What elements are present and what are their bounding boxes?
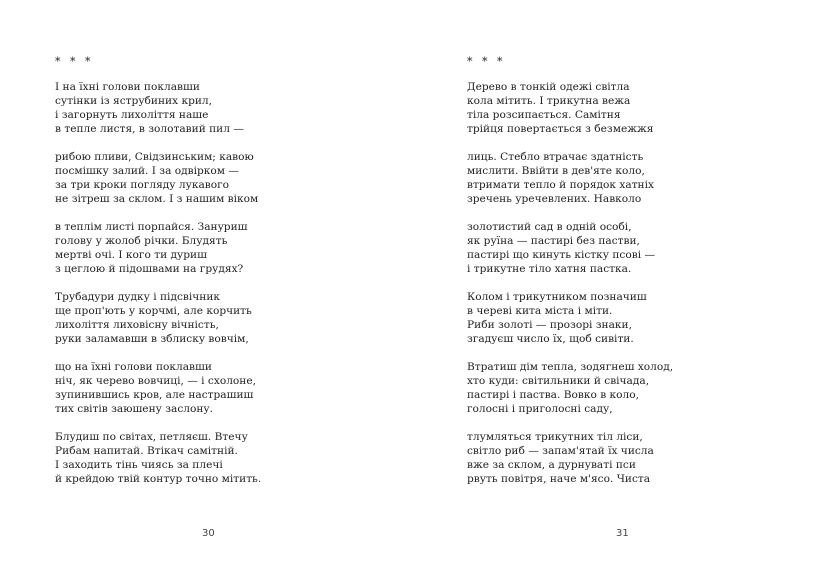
poem-line: трійця повертається з безмежжя [467,123,654,135]
stanza [55,150,261,206]
poem-line: втримати тепло й порядок хатніх [467,179,654,191]
poem-line: Колом і трикутником позначиш [467,291,647,303]
poem-line: в тепле листя, в золотавий пил — [55,123,244,135]
stanza [467,80,673,136]
poem-line: ніч, як черево вовчиці, — і схолоне, [55,375,257,387]
poem-line: золотистий сад в одній особі, [467,221,632,233]
poem-line: мислити. Ввійти в дев'яте коло, [467,165,645,177]
stanza [467,220,673,276]
poem-line: мертві очі. І кого ти дуриш [55,249,207,261]
poem-line: Блудиш по світах, петляєш. Втечу [55,431,248,443]
poem-line: як руїна — пастирі без пастви, [467,235,640,247]
poem-line: Трубадури дудку і підсвічник [55,291,220,303]
poem-line: рвуть повітря, наче м'ясо. Чиста [467,473,651,485]
stanza [55,290,261,346]
poem-line: в теплім листі порпайся. Зануриш [55,221,248,233]
poem-line: і загорнуть лихоліття наше [55,109,209,121]
poem-body [55,80,261,500]
poem-line: що на їхні голови поклавши [55,361,212,373]
poem-line: Риби золоті — прозорі знаки, [467,319,632,331]
poem-line: й крейдою твій контур точно мітить. [55,473,262,485]
stanza [55,360,261,416]
poem-line: Рибам напитай. Втікач самітній. [55,445,238,457]
poem-line: за три кроки погляду лукавого [55,179,230,191]
poem-line: Дерево в тонкій одежі світла [467,81,630,93]
poem-line: голову у жолоб річки. Блудять [55,235,228,247]
poem-line: тіла розсипається. Самітня [467,109,621,121]
poem-line: пастирі що кинуть кістку псові — [467,249,656,261]
poem-line: з цеглою й підошвами на грудях? [55,263,244,275]
page-number: 31 [616,528,629,539]
poem-line: зупинившись кров, але настрашиш [55,389,254,401]
poem-line: кола мітить. І трикутна вежа [467,95,631,107]
poem-line: голосні і приголосні саду, [467,403,613,415]
right-page [414,0,828,571]
poem-line: згадуєш число їх, щоб сивіти. [467,333,634,345]
poem-line: лихоліття лиховісну вічність, [55,319,219,331]
page-number: 30 [202,528,215,539]
poem-line: вже за склом, а дурнуваті пси [467,459,636,471]
poem-line: світло риб — запам'ятай їх числа [467,445,654,457]
poem-line: сутінки із яструбиних крил, [55,95,213,107]
stanza [467,150,673,206]
poem-line: зречень уречевлених. Навколо [467,193,642,205]
poem-line: лиць. Стебло втрачає здатність [467,151,644,163]
section-ornament: * * * [467,55,506,68]
poem-line: тих світів заюшену заслону. [55,403,214,415]
stanza [55,80,261,136]
poem-body [467,80,673,500]
poem-line: посмішку залий. І за одвірком — [55,165,239,177]
poem-line: тлумляться трикутних тіл ліси, [467,431,643,443]
section-ornament: * * * [55,55,94,68]
poem-line: рибою пливи, Свідзинським; кавою [55,151,254,163]
poem-line: ще проп'ють у корчмі, але корчить [55,305,252,317]
stanza [467,290,673,346]
poem-line: пастирі і паства. Вовко в коло, [467,389,640,401]
poem-line: в череві кита міста і міти. [467,305,613,317]
stanza [55,430,261,486]
poem-line: руки заламавши в зблиску вовчім, [55,333,249,345]
stanza [467,430,673,486]
stanza [467,360,673,416]
poem-line: І на їхні голови поклавши [55,81,200,93]
poem-line: не зітреш за склом. І з нашим віком [55,193,259,205]
stanza [55,220,261,276]
poem-line: хто куди: світильники й свічада, [467,375,650,387]
poem-line: Втратиш дім тепла, зодягнеш холод, [467,361,674,373]
poem-line: І заходить тінь чиясь за плечі [55,459,223,471]
poem-line: і трикутне тіло хатня пастка. [467,263,632,275]
